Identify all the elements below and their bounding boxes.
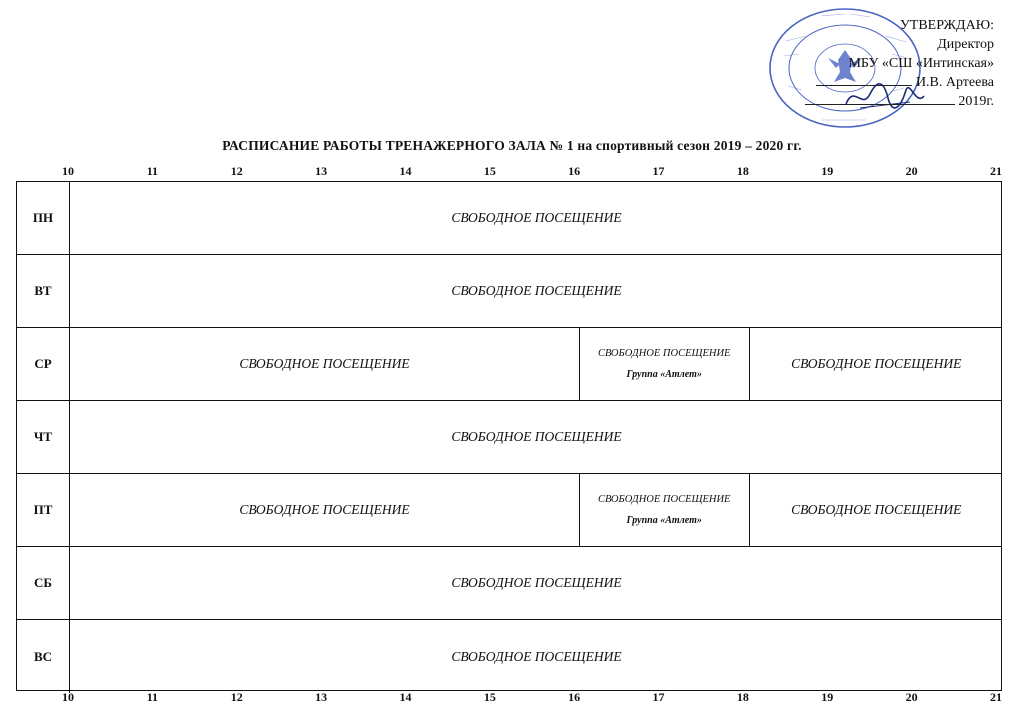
schedule-row xyxy=(17,401,1001,474)
approval-signer: И.В. Артеева xyxy=(915,75,994,90)
hour-label: 19 xyxy=(821,164,834,178)
approval-position: Директор xyxy=(937,37,994,52)
page-title: РАСПИСАНИЕ РАБОТЫ ТРЕНАЖЕРНОГО ЗАЛА № 1 на спортивный сезон 2019 – 2020 гг. xyxy=(222,138,802,153)
day-label: ВС xyxy=(17,620,70,693)
block-label: СВОБОДНОЕ ПОСЕЩЕНИЕ xyxy=(598,348,731,359)
hour-label: 12 xyxy=(230,164,243,178)
schedule-row xyxy=(17,182,1001,255)
block-label: СВОБОДНОЕ ПОСЕЩЕНИЕ xyxy=(451,283,622,298)
day-label: ЧТ xyxy=(17,401,70,473)
block-label: СВОБОДНОЕ ПОСЕЩЕНИЕ xyxy=(791,356,962,371)
hour-label: 13 xyxy=(315,164,328,178)
hour-label: 21 xyxy=(990,164,1002,178)
schedule-block xyxy=(70,255,1003,327)
hour-label: 20 xyxy=(905,690,918,704)
hour-label: 14 xyxy=(399,164,412,178)
hour-label: 11 xyxy=(146,164,159,178)
schedule-row xyxy=(17,328,1001,401)
day-label: ВТ xyxy=(17,255,70,327)
block-label: СВОБОДНОЕ ПОСЕЩЕНИЕ xyxy=(791,502,962,517)
block-label: СВОБОДНОЕ ПОСЕЩЕНИЕ xyxy=(451,210,622,225)
schedule-block xyxy=(70,474,579,546)
signature-line xyxy=(805,73,994,92)
schedule-row xyxy=(17,255,1001,328)
block-label: СВОБОДНОЕ ПОСЕЩЕНИЕ xyxy=(598,494,731,505)
hour-label: 19 xyxy=(821,690,834,704)
schedule-block xyxy=(70,401,1003,473)
approval-block xyxy=(805,16,994,111)
hour-label: 14 xyxy=(399,690,412,704)
hour-scale-top xyxy=(62,164,1002,180)
schedule-row xyxy=(17,474,1001,547)
hour-label: 18 xyxy=(736,164,749,178)
schedule-block xyxy=(749,474,1003,546)
hour-label: 16 xyxy=(568,164,581,178)
schedule-row xyxy=(17,547,1001,620)
hour-label: 10 xyxy=(62,164,74,178)
schedule-block-group xyxy=(579,474,749,546)
hour-label: 12 xyxy=(230,690,243,704)
block-label: СВОБОДНОЕ ПОСЕЩЕНИЕ xyxy=(451,429,622,444)
approval-year: 2019г. xyxy=(958,94,994,109)
hour-label: 20 xyxy=(905,164,918,178)
block-label: СВОБОДНОЕ ПОСЕЩЕНИЕ xyxy=(239,502,410,517)
hour-label: 15 xyxy=(483,164,496,178)
day-label: СР xyxy=(17,328,70,400)
schedule-block xyxy=(70,182,1003,254)
day-label: ПТ xyxy=(17,474,70,546)
block-label: СВОБОДНОЕ ПОСЕЩЕНИЕ xyxy=(451,575,622,590)
approval-organization: МБУ «СШ «Интинская» xyxy=(848,56,994,71)
block-group-name: Группа «Атлет» xyxy=(626,369,702,380)
hour-label: 21 xyxy=(990,690,1002,704)
schedule-block-group xyxy=(579,328,749,400)
day-label: СБ xyxy=(17,547,70,619)
hour-label: 18 xyxy=(736,690,749,704)
hour-label: 11 xyxy=(146,690,159,704)
block-label: СВОБОДНОЕ ПОСЕЩЕНИЕ xyxy=(451,648,622,664)
schedule-grid xyxy=(16,181,1002,691)
hour-label: 15 xyxy=(483,690,496,704)
hour-label: 10 xyxy=(62,690,74,704)
block-label: СВОБОДНОЕ ПОСЕЩЕНИЕ xyxy=(239,356,410,371)
hour-label: 17 xyxy=(652,164,665,178)
approval-heading: УТВЕРЖДАЮ: xyxy=(899,18,994,33)
hour-label: 17 xyxy=(652,690,665,704)
block-group-name: Группа «Атлет» xyxy=(626,515,702,526)
date-line xyxy=(805,92,994,111)
schedule-block xyxy=(70,620,1003,693)
schedule-block xyxy=(70,328,579,400)
schedule-row xyxy=(17,620,1001,693)
day-label: ПН xyxy=(17,182,70,254)
schedule-block xyxy=(70,547,1003,619)
schedule-block xyxy=(749,328,1003,400)
hour-label: 16 xyxy=(568,690,581,704)
hour-label: 13 xyxy=(315,690,328,704)
